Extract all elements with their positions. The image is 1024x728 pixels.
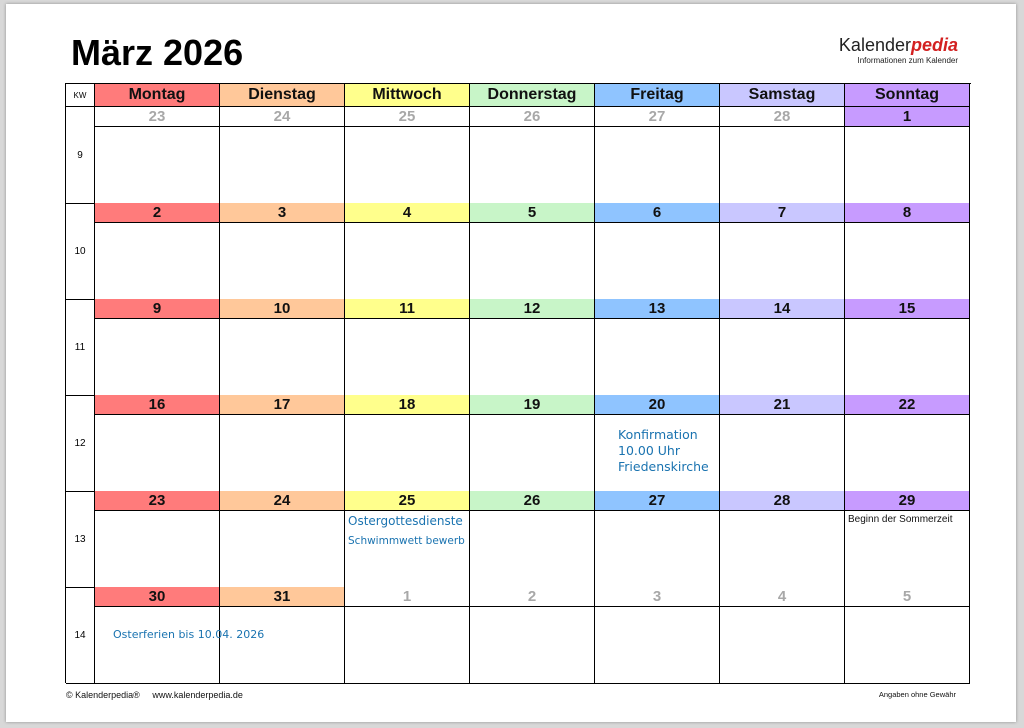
day-cell[interactable] xyxy=(345,395,470,492)
footer-copyright: © Kalenderpedia® xyxy=(66,690,140,700)
weekday-header-6: Samstag xyxy=(720,84,845,107)
calendar-grid xyxy=(65,83,971,683)
kw-header: KW xyxy=(66,84,95,107)
day-number: 31 xyxy=(220,587,344,607)
day-cell[interactable] xyxy=(470,395,595,492)
day-number: 8 xyxy=(845,203,969,223)
day-number: 24 xyxy=(220,107,344,127)
day-events xyxy=(345,511,469,548)
day-cell[interactable] xyxy=(95,107,220,204)
day-cell[interactable] xyxy=(595,491,720,588)
week-row xyxy=(66,299,971,395)
calendar-event[interactable]: Schwimmwett bewerb xyxy=(348,535,465,547)
day-number: 28 xyxy=(720,491,844,511)
day-cell[interactable] xyxy=(95,587,265,684)
footer-left xyxy=(66,690,253,700)
day-cell[interactable] xyxy=(845,395,970,492)
day-number: 21 xyxy=(720,395,844,415)
day-number: 16 xyxy=(95,395,219,415)
week-number: 10 xyxy=(66,203,95,300)
day-cell[interactable] xyxy=(470,491,595,588)
day-number: 26 xyxy=(470,491,594,511)
day-number: 17 xyxy=(220,395,344,415)
day-cell[interactable] xyxy=(845,587,970,684)
footer-url[interactable]: www.kalenderpedia.de xyxy=(152,690,243,700)
calendar-page xyxy=(6,4,1016,722)
day-cell[interactable] xyxy=(720,299,845,396)
calendar-event[interactable]: Osterferien bis 10.04. 2026 xyxy=(113,628,265,641)
day-number: 1 xyxy=(345,587,469,607)
day-cell[interactable] xyxy=(845,107,970,204)
brand-name xyxy=(839,35,958,55)
day-number: 25 xyxy=(345,107,469,127)
day-cell[interactable] xyxy=(345,107,470,204)
day-cell[interactable] xyxy=(345,203,470,300)
day-cell[interactable] xyxy=(845,203,970,300)
brand-tagline: Informationen zum Kalender xyxy=(857,56,958,65)
day-number: 26 xyxy=(470,107,594,127)
day-cell[interactable] xyxy=(595,107,720,204)
week-number: 14 xyxy=(66,587,95,684)
day-cell[interactable] xyxy=(345,491,470,588)
week-row xyxy=(66,395,971,491)
day-number: 5 xyxy=(845,587,969,607)
day-number: 2 xyxy=(470,587,594,607)
week-row xyxy=(66,491,971,587)
day-number: 10 xyxy=(220,299,344,319)
day-cell[interactable] xyxy=(345,587,470,684)
day-cell[interactable] xyxy=(595,203,720,300)
day-cell[interactable] xyxy=(220,395,345,492)
day-number: 23 xyxy=(95,491,219,511)
day-cell[interactable] xyxy=(845,299,970,396)
day-number: 7 xyxy=(720,203,844,223)
day-number: 22 xyxy=(845,395,969,415)
day-cell[interactable] xyxy=(845,491,970,588)
calendar-event[interactable]: Ostergottesdienste xyxy=(348,514,463,528)
day-number: 25 xyxy=(345,491,469,511)
day-events xyxy=(95,607,265,641)
day-number: 19 xyxy=(470,395,594,415)
day-number: 15 xyxy=(845,299,969,319)
week-number: 9 xyxy=(66,107,95,204)
day-number: 11 xyxy=(345,299,469,319)
day-cell[interactable] xyxy=(720,491,845,588)
weekday-header-1: Montag xyxy=(95,84,220,107)
weekday-header-row xyxy=(66,84,971,107)
day-number: 5 xyxy=(470,203,594,223)
brand-name-accent: pedia xyxy=(910,35,958,55)
day-cell[interactable] xyxy=(720,203,845,300)
weekday-header-7: Sonntag xyxy=(845,84,970,107)
day-cell[interactable] xyxy=(720,107,845,204)
day-events xyxy=(845,511,969,526)
calendar-event[interactable]: Konfirmation 10.00 Uhr Friedenskirche xyxy=(618,427,709,474)
day-number: 27 xyxy=(595,107,719,127)
day-cell[interactable] xyxy=(595,587,720,684)
day-cell[interactable] xyxy=(470,107,595,204)
day-cell[interactable] xyxy=(95,203,220,300)
day-number: 12 xyxy=(470,299,594,319)
brand-name-plain: Kalender xyxy=(838,35,911,55)
day-number: 18 xyxy=(345,395,469,415)
day-events xyxy=(595,415,719,475)
day-number: 3 xyxy=(220,203,344,223)
week-number: 12 xyxy=(66,395,95,492)
day-cell[interactable] xyxy=(220,203,345,300)
day-cell[interactable] xyxy=(345,299,470,396)
day-number: 27 xyxy=(595,491,719,511)
weekday-header-5: Freitag xyxy=(595,84,720,107)
day-cell[interactable] xyxy=(95,395,220,492)
week-row xyxy=(66,107,971,203)
day-number: 30 xyxy=(95,587,219,607)
day-number: 13 xyxy=(595,299,719,319)
day-number: 4 xyxy=(720,587,844,607)
day-cell[interactable] xyxy=(470,299,595,396)
day-cell[interactable] xyxy=(95,491,220,588)
calendar-event[interactable]: Beginn der Sommerzeit xyxy=(848,514,953,525)
day-cell[interactable] xyxy=(720,395,845,492)
day-number: 6 xyxy=(595,203,719,223)
day-number: 2 xyxy=(95,203,219,223)
brand-logo xyxy=(839,35,958,65)
day-cell[interactable] xyxy=(470,587,595,684)
day-cell[interactable] xyxy=(595,395,720,492)
week-number: 11 xyxy=(66,299,95,396)
page-title: März 2026 xyxy=(71,32,244,73)
day-number: 20 xyxy=(595,395,719,415)
footer-disclaimer: Angaben ohne Gewähr xyxy=(878,690,956,699)
weekday-header-2: Dienstag xyxy=(220,84,345,107)
day-cell[interactable] xyxy=(595,299,720,396)
day-number: 28 xyxy=(720,107,844,127)
day-cell[interactable] xyxy=(220,107,345,204)
week-row xyxy=(66,587,971,683)
weekday-header-4: Donnerstag xyxy=(470,84,595,107)
week-number: 13 xyxy=(66,491,95,588)
day-number: 14 xyxy=(720,299,844,319)
day-number: 3 xyxy=(595,587,719,607)
day-cell[interactable] xyxy=(220,491,345,588)
day-cell[interactable] xyxy=(220,587,345,684)
week-row xyxy=(66,203,971,299)
day-cell[interactable] xyxy=(720,587,845,684)
day-number: 24 xyxy=(220,491,344,511)
day-number: 29 xyxy=(845,491,969,511)
day-cell[interactable] xyxy=(220,299,345,396)
day-cell[interactable] xyxy=(470,203,595,300)
day-number: 4 xyxy=(345,203,469,223)
day-number: 9 xyxy=(95,299,219,319)
day-number: 1 xyxy=(845,107,969,127)
day-number: 23 xyxy=(95,107,219,127)
day-cell[interactable] xyxy=(95,299,220,396)
weekday-header-3: Mittwoch xyxy=(345,84,470,107)
